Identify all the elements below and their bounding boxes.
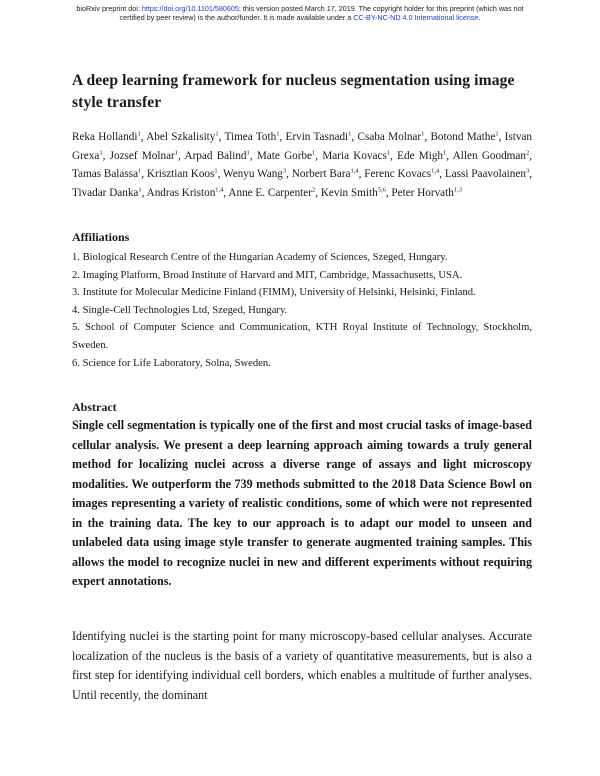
author-name: Norbert Bara	[291, 168, 351, 181]
author-affiliation-marker: 1	[443, 148, 447, 156]
affiliation-item: 6. Science for Life Laboratory, Solna, Sweden.	[72, 357, 271, 369]
header-line-2: certified by peer review) is the author/funder. It is made available under a CC-BY-NC-ND 4.0 International license.	[119, 13, 481, 22]
author-name: Kevin Smith	[320, 186, 378, 199]
abstract-text: Single cell segmentation is typically one of the first and most crucial tasks of image-based cellular analysis. We present a deep learning approach aiming towards a truly general method for localizing nuclei across a diverse range of assays and light microscopy modalities. We outperform the 739 methods submitted to the 2018 Data Science Bowl on images representing a variety of realistic conditions, some of which were not represented in the training data. The key to our approach is to adapt our model to unseen and unlabeled data using image style transfer to generate augmented training samples. This allows the model to recognize nuclei in new and different experiments without requiring expert annotations.	[72, 418, 532, 588]
author-affiliation-marker: 1	[246, 148, 250, 156]
author-name: Andras Kriston	[146, 186, 216, 199]
author	[358, 131, 425, 143]
affiliation-item: 2. Imaging Platform, Broad Institute of Harvard and MIT, Cambridge, Massachusetts, USA.	[72, 269, 463, 281]
affiliations-heading: Affiliations	[72, 230, 130, 244]
affiliation-item: 5. School of Computer Science and Communication, KTH Royal Institute of Technology, Stockholm, Sweden.	[72, 322, 532, 351]
author	[225, 131, 280, 143]
author	[147, 168, 218, 180]
author	[72, 168, 141, 180]
intro-paragraph: Identifying nuclei is the starting point for many microscopy-based cellular analyses. Accurate localization of the nucleus is the basis of a variety of quantitative measurements, but is also a first step for identifying individual cell borders, which enables a multitude of further analyses. Until recently, the dominant	[72, 629, 532, 703]
author-name: Abel Szkalisity	[146, 131, 216, 143]
author-affiliation-marker: 1	[421, 130, 425, 138]
header-line-1: bioRxiv preprint doi: https://doi.org/10.1101/580605; this version posted March 17, 2019. The copyright holder for this preprint (which was not	[76, 4, 524, 13]
author	[146, 131, 218, 143]
author-name: Anne E. Carpenter	[228, 186, 312, 199]
author-affiliation-marker: 3	[525, 167, 530, 175]
author-list: Reka Hollandi$^1$, Abel Szkalisity$^1$, Timea Toth$^1$, Ervin Tasnadi$^1$, Csaba Molnar$^1$, Botond Mathe$^1$, Istvan Grexa$^1$, Jozsef Molnar$^1$, Arpad Balind$^1$, Mate Gorbe$^1$, Maria Kovacs$^1$, Ede Migh$^1$, Allen Goodman$^2$, Tamas Balassa$^1$, Krisztian Koos$^1$, Wenyu Wang$^3$, Norbert Bara$^{1,4}$, Ferenc Kovacs$^{1,4}$, Lassi Paavolainen$^3$, Tivadar Danka$^1$, Andras Kriston$^{1,4}$, Anne E. Carpenter$^2$, Kevin Smith$^{5,6}$, Peter Horvath$^{1,3}$	[72, 130, 533, 199]
author	[453, 150, 529, 162]
author-name: Reka Hollandi	[72, 131, 138, 143]
affiliation-item: 1. Biological Research Centre of the Hungarian Academy of Sciences, Szeged, Hungary.	[72, 252, 448, 263]
author-name: Wenyu Wang	[223, 168, 283, 181]
author-affiliation-marker: 1	[495, 130, 499, 138]
doi-link[interactable]: https://doi.org/10.1101/580605	[141, 4, 239, 13]
author	[430, 131, 498, 143]
author	[445, 168, 529, 180]
author	[228, 187, 315, 199]
affiliation-item: 4. Single-Cell Technologies Ltd, Szeged, Hungary.	[72, 304, 288, 316]
author	[72, 187, 142, 199]
author	[184, 150, 249, 162]
author-name: Krisztian Koos	[146, 168, 215, 181]
author-affiliation-marker: 1,4	[431, 167, 440, 175]
author-name: Tivadar Danka	[72, 186, 139, 199]
author-name: Ervin Tasnadi	[285, 131, 349, 143]
author	[322, 150, 390, 162]
author-affiliation-marker: 2	[525, 148, 530, 156]
author	[223, 168, 286, 180]
author-name: Timea Toth	[224, 131, 277, 143]
abstract-heading: Abstract	[72, 400, 117, 414]
author-affiliation-marker: 1	[138, 167, 142, 175]
author	[397, 150, 446, 162]
author	[110, 150, 178, 162]
author	[321, 187, 386, 199]
author	[72, 131, 141, 143]
author-affiliation-marker: 5,6	[377, 186, 386, 194]
author-affiliation-marker: 1	[312, 148, 316, 156]
author-name: Jozsef Molnar	[109, 149, 175, 162]
author	[391, 187, 462, 199]
author-affiliation-marker: 3	[282, 167, 287, 175]
author-name: Peter Horvath	[391, 186, 454, 199]
author-affiliation-marker: 1,3	[453, 186, 462, 194]
author-affiliation-marker: 1	[276, 130, 280, 138]
author-affiliation-marker: 1	[214, 167, 218, 175]
author-affiliation-marker: 2	[311, 186, 316, 194]
paper-title: A deep learning framework for nucleus segmentation using image style transfer	[72, 72, 515, 111]
author-affiliation-marker: 1,4	[215, 186, 224, 194]
preprint-header	[0, 4, 600, 22]
author-name: Mate Gorbe	[256, 149, 313, 162]
license-link[interactable]: CC-BY-NC-ND 4.0 International license	[353, 13, 479, 22]
author-name: Lassi Paavolainen	[444, 168, 526, 181]
author-affiliation-marker: 1	[138, 186, 142, 194]
author-affiliation-marker: 1	[348, 130, 352, 138]
author	[292, 168, 359, 180]
author-name: Botond Mathe	[430, 131, 496, 143]
author-name: Allen Goodman	[452, 149, 526, 162]
author-name: Csaba Molnar	[357, 131, 422, 143]
author-name: Ede Migh	[397, 149, 444, 162]
author-name: Tamas Balassa	[72, 168, 139, 181]
affiliations-list	[72, 249, 532, 372]
author-affiliation-marker: 1	[386, 148, 391, 156]
author-affiliation-marker: 1,4	[350, 167, 359, 175]
author-name: Arpad Balind	[184, 149, 247, 162]
author-name: Maria Kovacs	[322, 149, 387, 162]
author-affiliation-marker: 1	[137, 130, 141, 138]
affiliation-item: 3. Institute for Molecular Medicine Finland (FIMM), University of Helsinki, Helsinki, Finland.	[72, 287, 476, 299]
author	[147, 187, 224, 199]
author-affiliation-marker: 1	[215, 130, 219, 138]
author-name: Istvan Grexa	[72, 131, 533, 162]
author	[364, 168, 439, 180]
author	[257, 150, 315, 162]
author-affiliation-marker: 1	[174, 148, 179, 156]
author-name: Ferenc Kovacs	[364, 168, 432, 181]
author-affiliation-marker: 1	[99, 148, 103, 156]
author	[286, 131, 352, 143]
